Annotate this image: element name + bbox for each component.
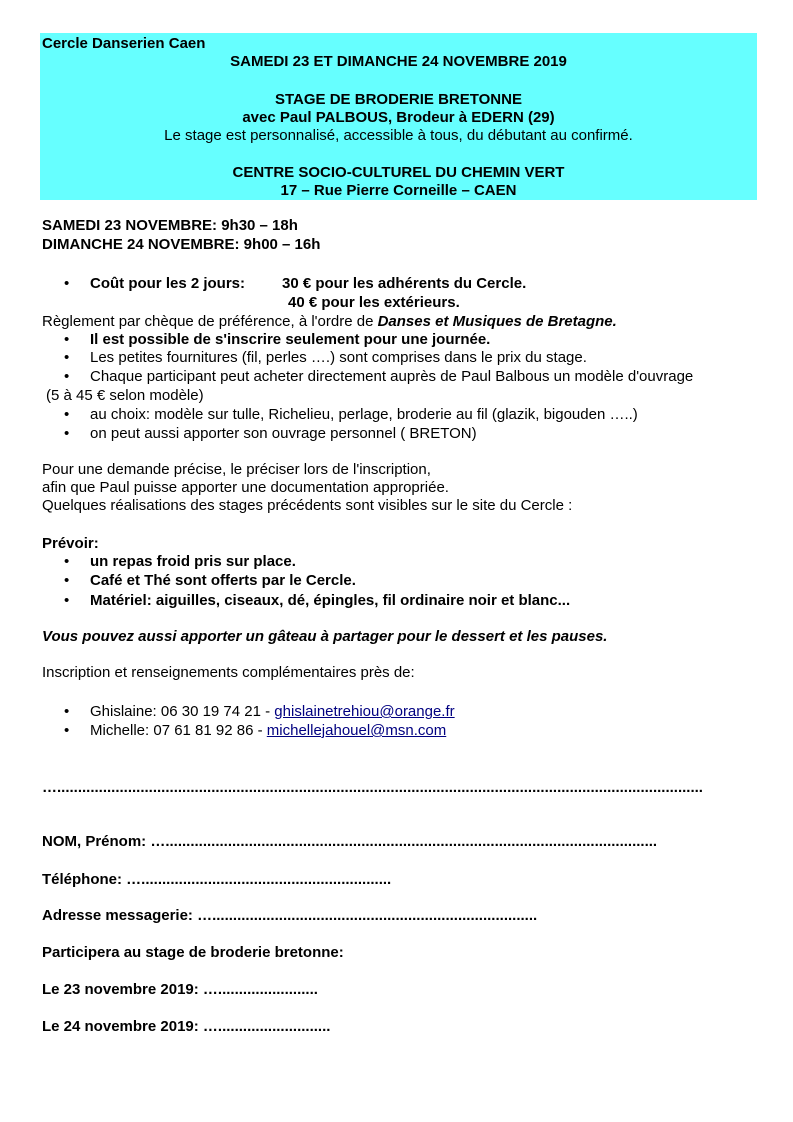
bullet-supplies: Les petites fournitures (fil, perles ….) sont comprises dans le prix du stage.: [90, 349, 587, 366]
email-link[interactable]: michellejahouel@msn.com: [266, 722, 447, 739]
cost-label: Coût pour les 2 jours:: [90, 275, 246, 292]
form-participation-label: Participera au stage de broderie bretonne:: [42, 944, 344, 961]
cost-external: 40 € pour les extérieurs.: [288, 294, 460, 311]
payment-line: [42, 313, 617, 330]
bullet-icon: •: [64, 275, 70, 292]
note-line-3: Quelques réalisations des stages précédents sont visibles sur le site du Cercle :: [42, 497, 573, 514]
contact-phone: Ghislaine: 06 30 19 74 21 -: [90, 703, 275, 720]
bullet-icon: •: [64, 722, 70, 739]
bullet-icon: •: [64, 572, 70, 589]
bullet-icon: •: [64, 553, 70, 570]
bullet-icon: •: [64, 368, 70, 385]
form-name-field: NOM, Prénom: …......................................................................................................................: [42, 833, 658, 850]
bullet-choice: au choix: modèle sur tulle, Richelieu, perlage, broderie au fil (glazik, bigouden …..): [90, 406, 638, 423]
form-phone-field: Téléphone: …............................................................: [42, 871, 392, 888]
schedule-sunday: DIMANCHE 24 NOVEMBRE: 9h00 – 16h: [42, 236, 321, 253]
address: 17 – Rue Pierre Corneille – CAEN: [280, 182, 517, 199]
event-dates: SAMEDI 23 ET DIMANCHE 24 NOVEMBRE 2019: [230, 53, 567, 70]
schedule-saturday: SAMEDI 23 NOVEMBRE: 9h30 – 18h: [42, 217, 298, 234]
email-link[interactable]: ghislainetrehiou@orange.fr: [274, 703, 455, 720]
form-day-23: Le 23 novembre 2019: …........................: [42, 981, 318, 998]
tagline: Le stage est personnalisé, accessible à tous, du débutant au confirmé.: [164, 127, 633, 144]
cake-note: Vous pouvez aussi apporter un gâteau à partager pour le dessert et les pauses.: [42, 628, 608, 645]
bullet-icon: •: [64, 331, 70, 348]
bullet-one-day: Il est possible de s'inscrire seulement pour une journée.: [90, 331, 491, 348]
header-banner: [40, 33, 757, 200]
stage-title: STAGE DE BRODERIE BRETONNE: [275, 91, 522, 108]
payment-payee: Danses et Musiques de Bretagne.: [377, 313, 617, 330]
bullet-icon: •: [64, 406, 70, 423]
venue: CENTRE SOCIO-CULTUREL DU CHEMIN VERT: [232, 164, 565, 181]
cut-line: …...........................................................................................................................................................: [42, 779, 703, 796]
form-day-24: Le 24 novembre 2019: …...........................: [42, 1018, 331, 1035]
instructor: avec Paul PALBOUS, Brodeur à EDERN (29): [242, 109, 555, 126]
bullet-icon: •: [64, 425, 70, 442]
contact-phone: Michelle: 07 61 81 92 86 -: [90, 722, 267, 739]
model-price: (5 à 45 € selon modèle): [46, 387, 204, 404]
note-line-1: Pour une demande précise, le préciser lors de l'inscription,: [42, 461, 431, 478]
bullet-icon: •: [64, 703, 70, 720]
contact-person: [90, 722, 446, 739]
prevoir-item: un repas froid pris sur place.: [90, 553, 296, 570]
contact-person: [90, 703, 455, 720]
bullet-own-work: on peut aussi apporter son ouvrage personnel ( BRETON): [90, 425, 477, 442]
prevoir-title: Prévoir:: [42, 535, 99, 552]
form-email-field: Adresse messagerie: …..............................................................................: [42, 907, 538, 924]
bullet-icon: •: [64, 349, 70, 366]
organization-name: Cercle Danserien Caen: [42, 35, 206, 52]
payment-prefix: Règlement par chèque de préférence, à l'ordre de: [42, 313, 378, 330]
bullet-icon: •: [64, 592, 70, 609]
note-line-2: afin que Paul puisse apporter une documentation appropriée.: [42, 479, 449, 496]
contact-intro: Inscription et renseignements complémentaires près de:: [42, 664, 415, 681]
prevoir-item: Café et Thé sont offerts par le Cercle.: [90, 572, 356, 589]
prevoir-item: Matériel: aiguilles, ciseaux, dé, épingles, fil ordinaire noir et blanc...: [90, 592, 571, 609]
cost-members: 30 € pour les adhérents du Cercle.: [282, 275, 527, 292]
bullet-model: Chaque participant peut acheter directement auprès de Paul Balbous un modèle d'ouvrage: [90, 368, 694, 385]
